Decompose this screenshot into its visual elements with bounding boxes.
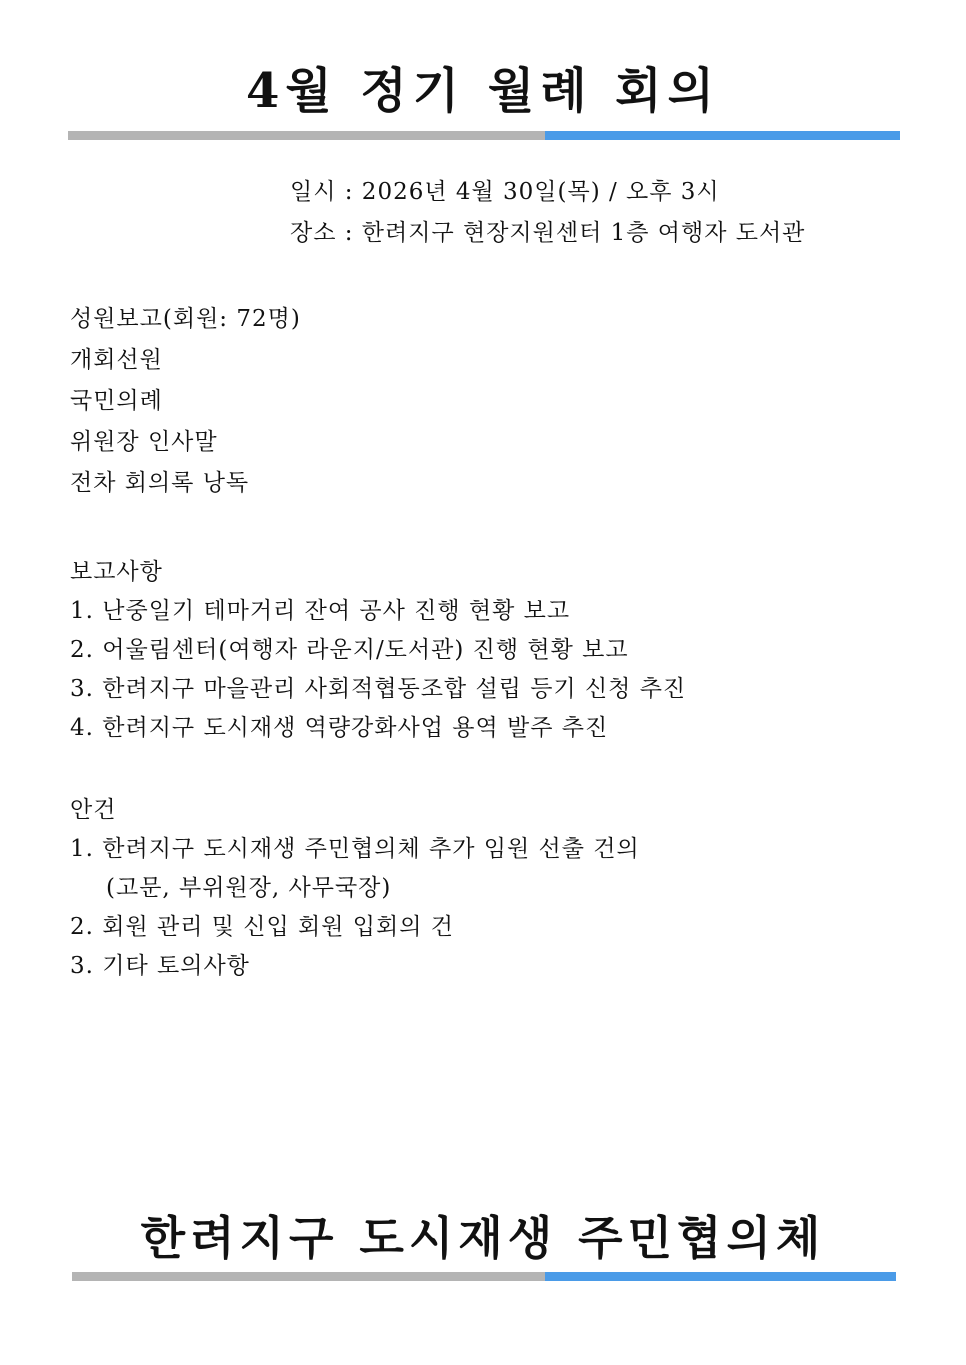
agenda-item: 1. 한려지구 도시재생 주민협의체 추가 임원 선출 건의	[70, 836, 640, 862]
meeting-place: 장소 : 한려지구 현장지원센터 1층 여행자 도서관	[290, 220, 806, 246]
reports-heading: 보고사항	[70, 559, 163, 585]
agenda-item: 3. 기타 토의사항	[70, 953, 250, 979]
document-title: 4월 정기 월례 회의	[245, 63, 721, 119]
organization-name: 한려지구 도시재생 주민협의체	[140, 1211, 826, 1265]
agenda-item: 2. 회원 관리 및 신입 회원 입회의 건	[70, 914, 454, 940]
opening-item: 위원장 인사말	[70, 429, 218, 455]
report-item: 1. 난중일기 테마거리 잔여 공사 진행 현황 보고	[70, 598, 571, 624]
title-divider	[68, 131, 900, 140]
opening-item: 성원보고(회원: 72명)	[70, 306, 301, 332]
agenda-heading: 안건	[70, 797, 117, 823]
divider-blue-segment	[545, 1272, 896, 1281]
divider-gray-segment	[72, 1272, 545, 1281]
opening-section	[70, 299, 301, 504]
report-item: 3. 한려지구 마을관리 사회적협동조합 설립 등기 신청 추진	[70, 676, 687, 702]
agenda-item-continuation: (고문, 부위원장, 사무국장)	[106, 875, 392, 901]
opening-item: 개회선원	[70, 347, 163, 373]
report-item: 2. 어울림센터(여행자 라운지/도서관) 진행 현황 보고	[70, 637, 629, 663]
divider-blue-segment	[545, 131, 900, 140]
agenda-section	[70, 791, 640, 986]
meeting-date: 일시 : 2026년 4월 30일(목) / 오후 3시	[290, 179, 720, 205]
divider-gray-segment	[68, 131, 545, 140]
opening-item: 전차 회의록 낭독	[70, 470, 250, 496]
reports-section	[70, 553, 686, 748]
footer-divider	[72, 1272, 896, 1281]
meeting-meta	[290, 172, 805, 254]
report-item: 4. 한려지구 도시재생 역량강화사업 용역 발주 추진	[70, 715, 609, 741]
opening-item: 국민의례	[70, 388, 163, 414]
